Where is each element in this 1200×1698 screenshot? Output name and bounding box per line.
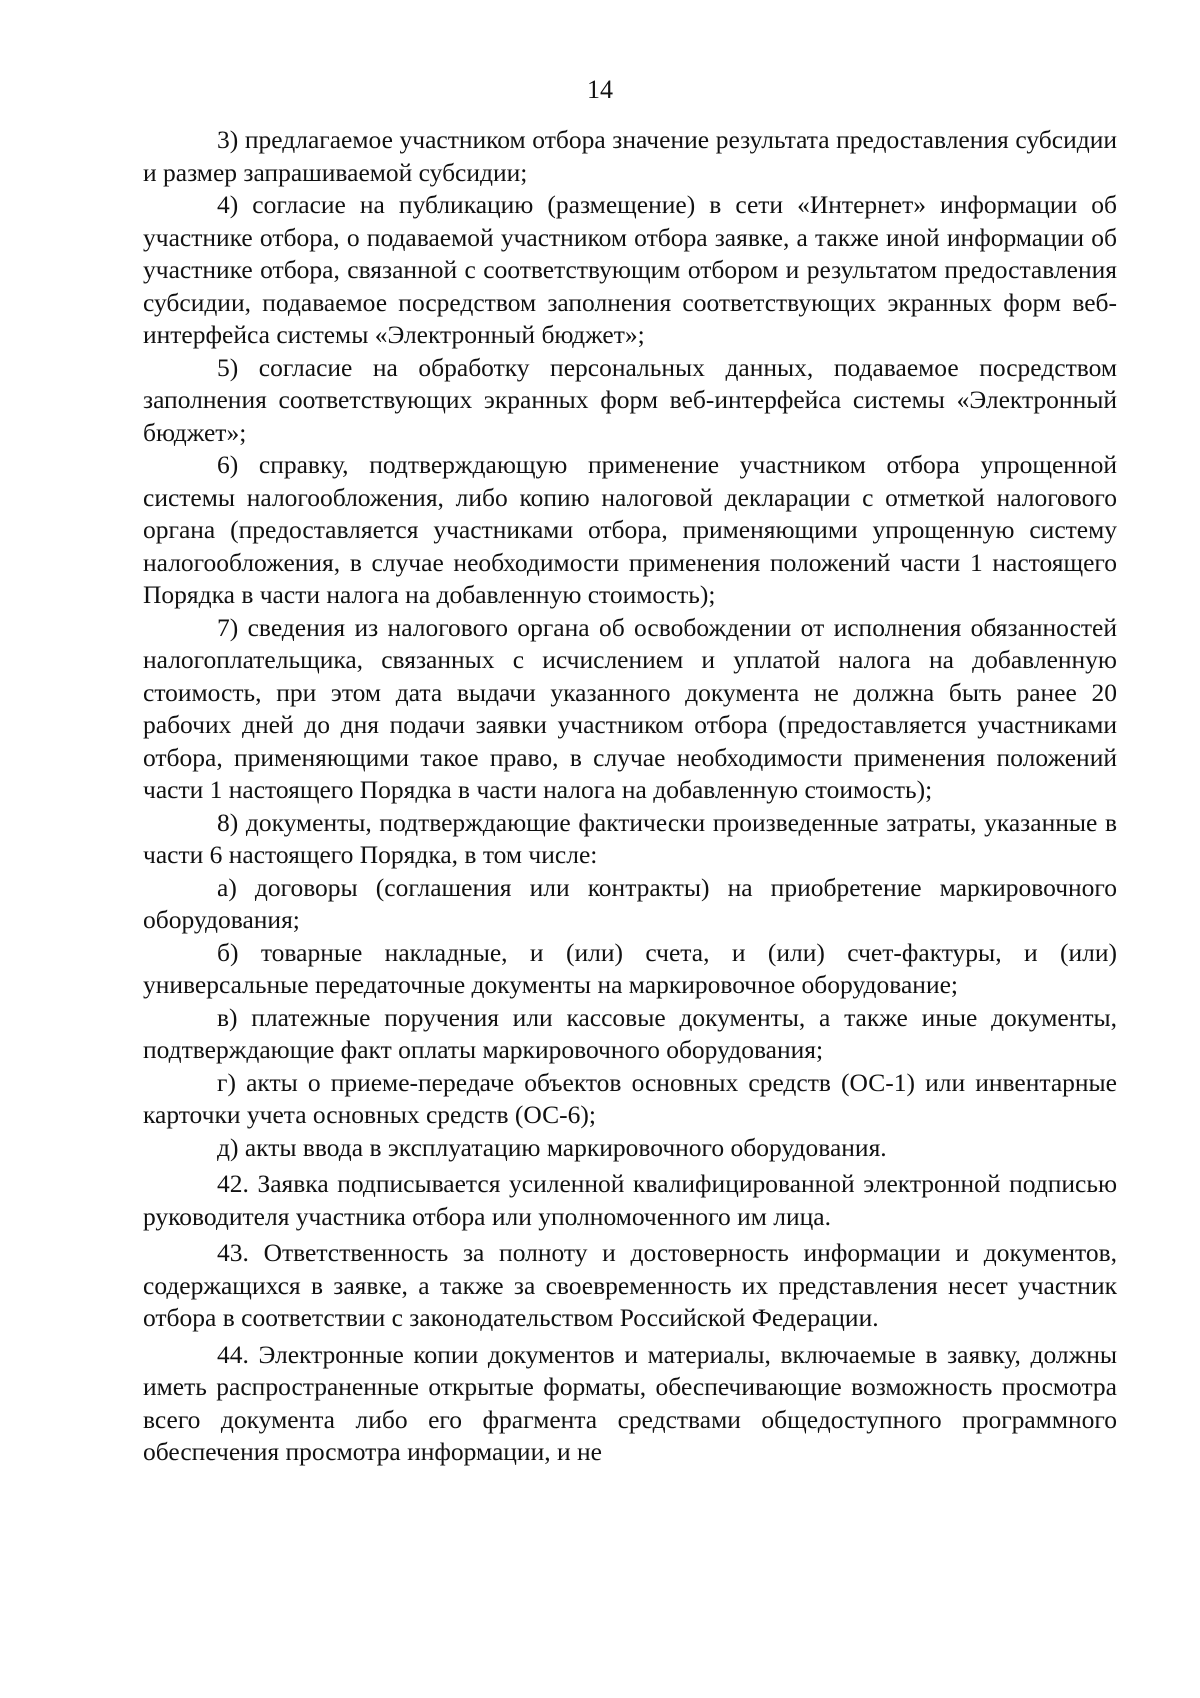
paragraph-item-5: 5) согласие на обработку персональных данных, подаваемое посредством заполнения соответствующих экранных форм веб-интерфейса системы «Электронный бюджет»; (143, 352, 1117, 447)
paragraph-item-8: 8) документы, подтверждающие фактически произведенные затраты, указанные в части 6 настоящего Порядка, в том числе: (143, 807, 1117, 869)
paragraph-item-3: 3) предлагаемое участником отбора значение результата предоставления субсидии и размер запрашиваемой субсидии; (143, 125, 1117, 187)
paragraph-section-44: 44. Электронные копии документов и материалы, включаемые в заявку, должны иметь распространенные открытые форматы, обеспечивающие возможность просмотра всего документа либо его фрагмента средствами общедоступного программного обеспечения просмотра информации, и не (143, 1339, 1117, 1466)
paragraph-item-7: 7) сведения из налогового органа об освобождении от исполнения обязанностей налогоплательщика, связанных с исчислением и уплатой налога на добавленную стоимость, при этом дата выдачи указанного документа не должна быть ранее 20 рабочих дней до дня подачи заявки участником отбора (предоставляется участниками отбора, применяющими такое право, в случае необходимости применения положений части 1 настоящего Порядка в части налога на добавленную стоимость); (143, 612, 1117, 804)
paragraph-subitem-d: д) акты ввода в эксплуатацию маркировочного оборудования. (217, 1132, 887, 1162)
paragraph-section-43: 43. Ответственность за полноту и достоверность информации и документов, содержащихся в заявке, а также за своевременность их представления несет участник отбора в соответствии с законодательством Российской Федерации. (143, 1238, 1117, 1332)
paragraph-subitem-g: г) акты о приеме-передаче объектов основных средств (ОС-1) или инвентарные карточки учета основных средств (ОС-6); (143, 1067, 1117, 1129)
paragraph-item-4: 4) согласие на публикацию (размещение) в сети «Интернет» информации об участнике отбора, о подаваемой участником отбора заявке, а также иной информации об участнике отбора, связанной с соответствующим отбором и результатом предоставления субсидии, подаваемое посредством заполнения соответствующих экранных форм веб-интерфейса системы «Электронный бюджет»; (143, 190, 1117, 349)
page-number: 14 (587, 75, 613, 104)
paragraph-subitem-v: в) платежные поручения или кассовые документы, а также иные документы, подтверждающие факт оплаты маркировочного оборудования; (143, 1002, 1117, 1064)
paragraph-subitem-a: а) договоры (соглашения или контракты) на приобретение маркировочного оборудования; (143, 872, 1117, 934)
paragraph-subitem-b: б) товарные накладные, и (или) счета, и (или) счет-фактуры, и (или) универсальные передаточные документы на маркировочное оборудование; (143, 937, 1117, 999)
paragraph-item-6: 6) справку, подтверждающую применение участником отбора упрощенной системы налогообложения, либо копию налоговой декларации с отметкой налогового органа (предоставляется участниками отбора, применяющими упрощенную систему налогообложения, в случае необходимости применения положений части 1 настоящего Порядка в части налога на добавленную стоимость); (143, 450, 1117, 609)
document-body (143, 124, 1117, 1469)
paragraph-section-42: 42. Заявка подписывается усиленной квалифицированной электронной подписью руководителя участника отбора или уполномоченного им лица. (143, 1169, 1117, 1231)
